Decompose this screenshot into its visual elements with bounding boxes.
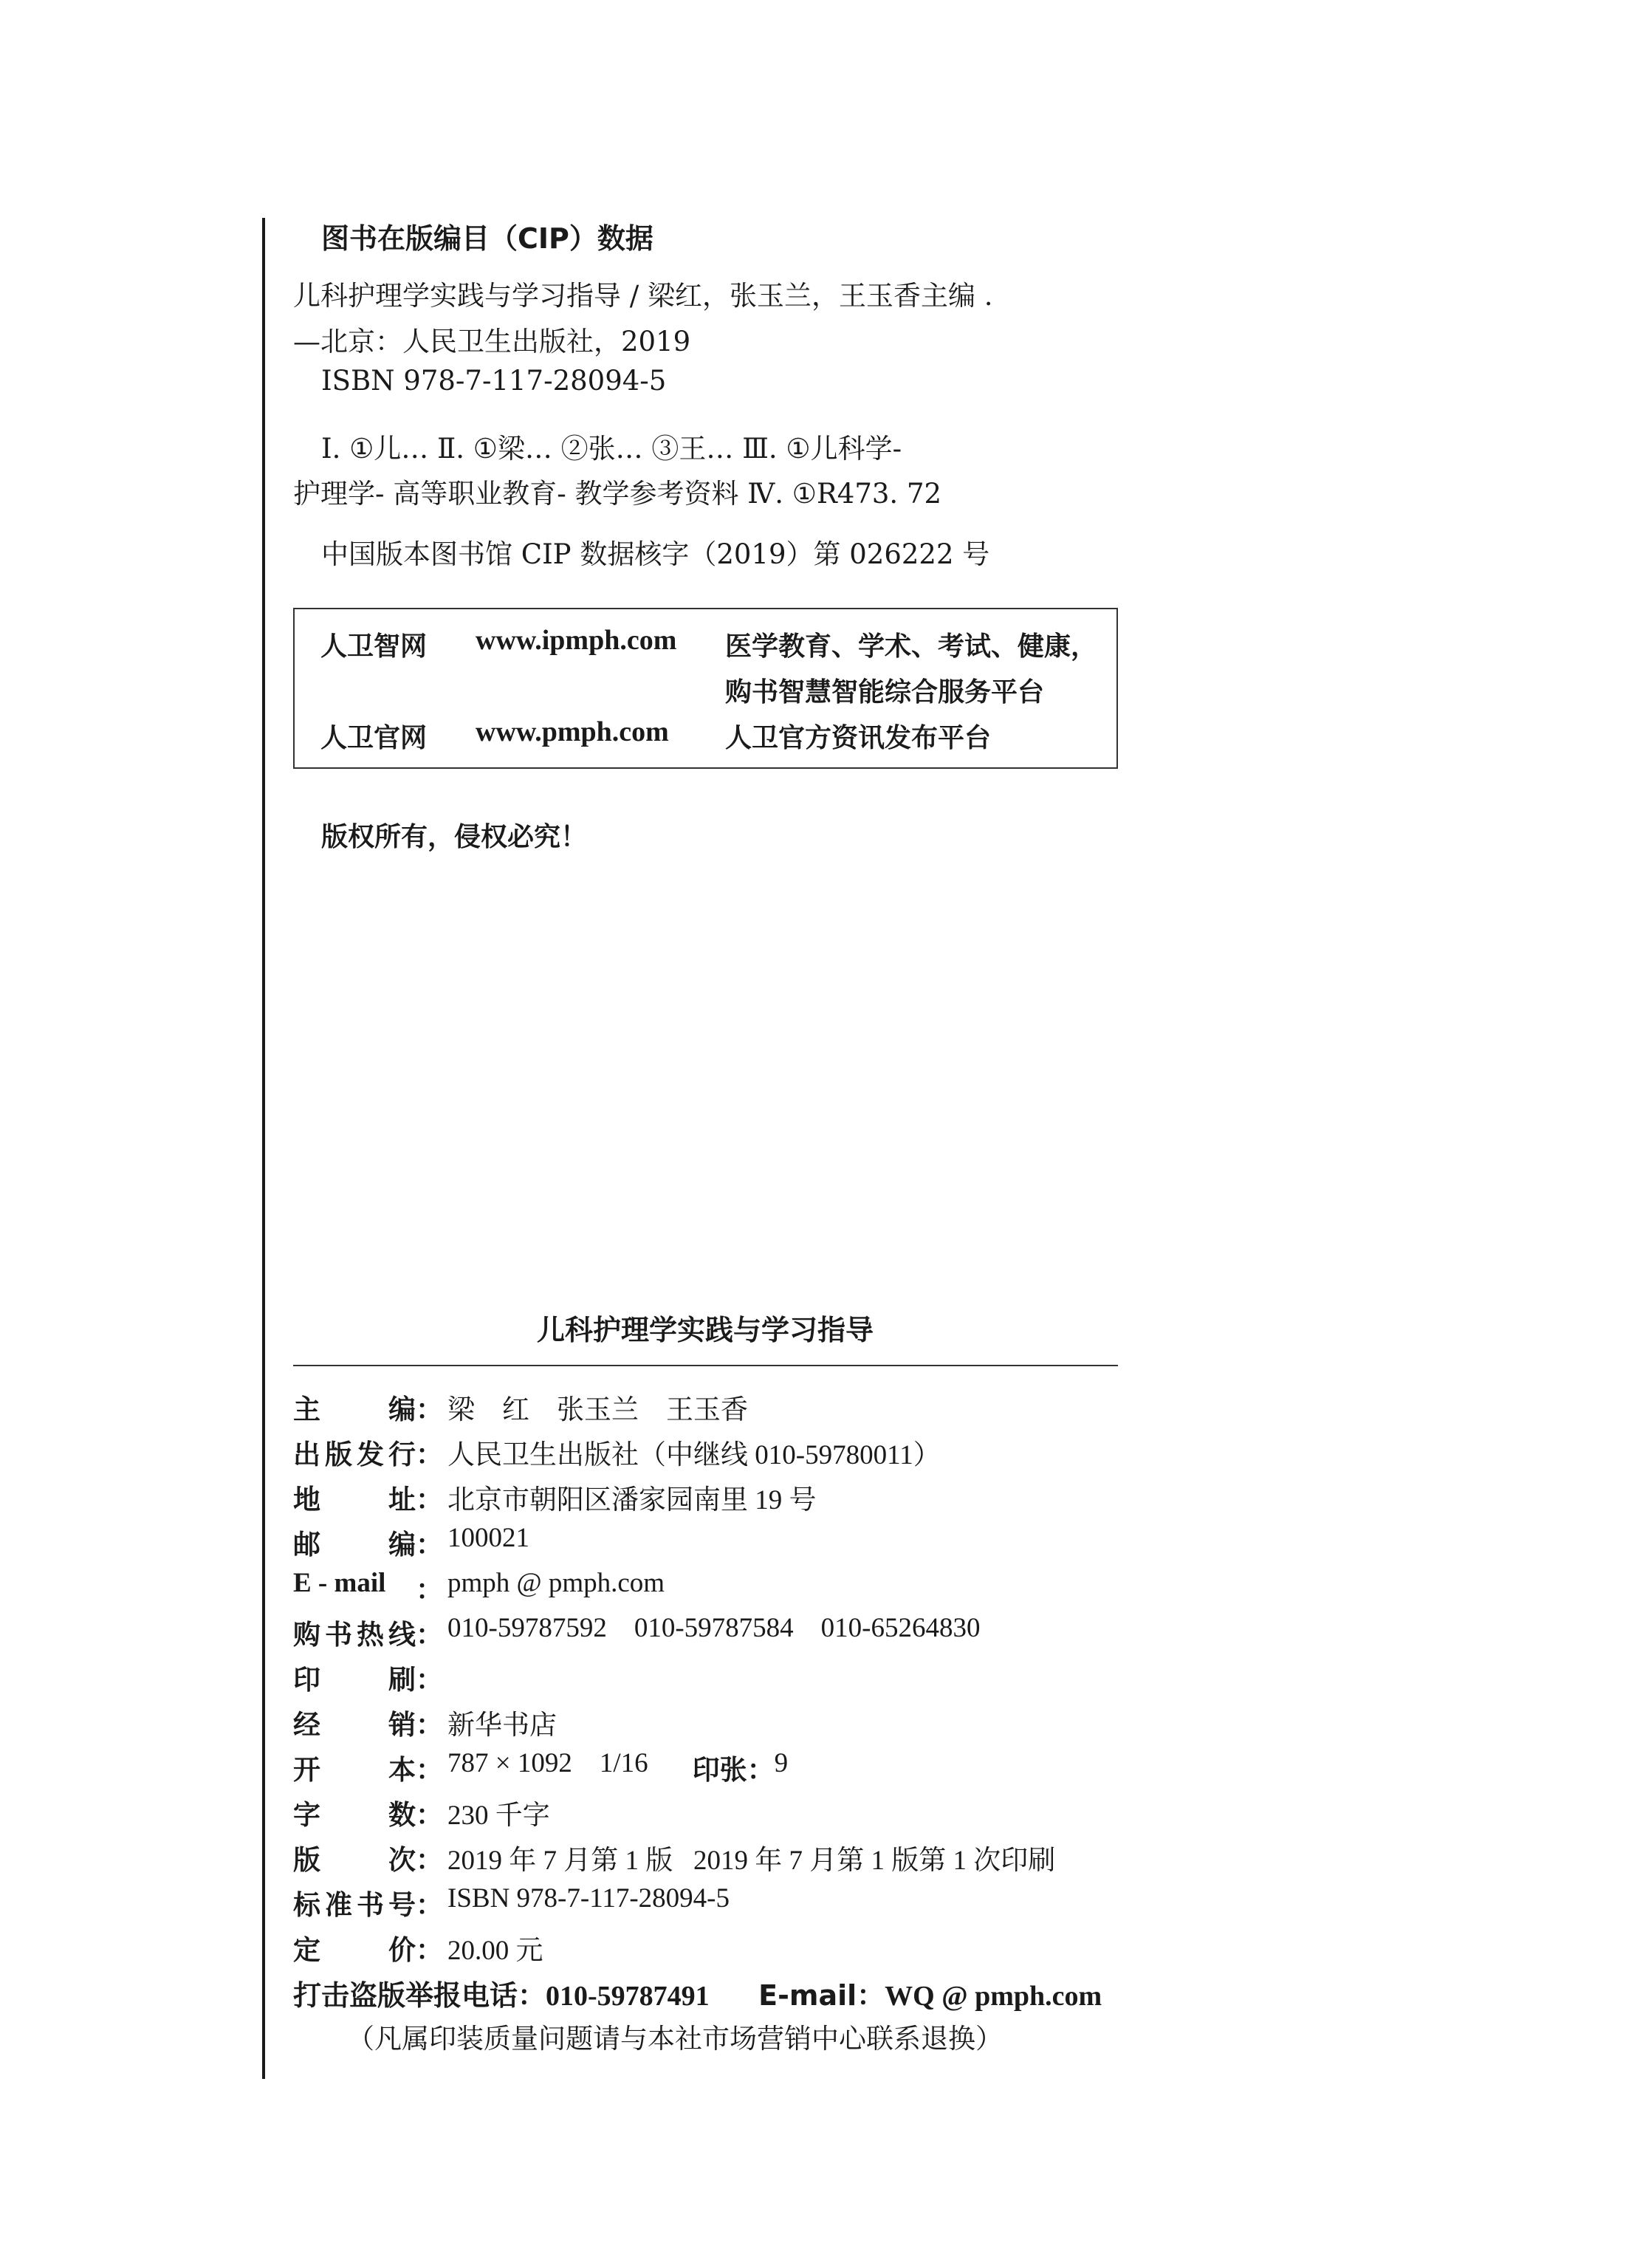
cip-title: 图书在版编目（CIP）数据: [321, 222, 653, 255]
book-title: 儿科护理学实践与学习指导: [536, 1314, 874, 1346]
report-email-label: E-mail：: [758, 1979, 885, 2012]
info-edition: 版 次 ： 2019 年 7 月第 1 版 2019 年 7 月第 1 版第 1 次印刷: [293, 1837, 1055, 1877]
info-editor: 主 编 ： 梁 红 张玉兰 王玉香: [293, 1387, 748, 1427]
site2-name: 人卫官网: [320, 723, 428, 753]
info-print: 印 刷 ：: [293, 1657, 447, 1697]
cip-line-3: ISBN 978-7-117-28094-5: [321, 365, 667, 397]
print-label: 印 刷: [293, 1664, 416, 1696]
cip-line-4: Ⅰ. ①儿… Ⅱ. ①梁… ②张… ③王… Ⅲ. ①儿科学-: [321, 433, 902, 465]
site1-desc: 医学教育、学术、考试、健康，: [725, 631, 1098, 662]
sheets-value: 9: [774, 1748, 789, 1778]
address-value: 北京市朝阳区潘家园南里 19 号: [447, 1485, 817, 1515]
address-label: 地 址: [293, 1484, 416, 1515]
info-isbn: 标 准 书 号 ： ISBN 978-7-117-28094-5: [293, 1883, 730, 1921]
isbn-label: 标 准 书 号: [293, 1889, 416, 1921]
email-label: E - mail: [293, 1568, 386, 1598]
return-note: （凡属印装质量问题请与本社市场营销中心联系退换）: [347, 2023, 1003, 2055]
price-label: 定 价: [293, 1934, 416, 1966]
info-publisher: 出 版 发 行 ： 人民卫生出版社（中继线 010-59780011）: [293, 1432, 941, 1472]
cip-line-5: 护理学- 高等职业教育- 教学参考资料 Ⅳ. ①R473. 72: [293, 478, 942, 510]
format-label: 开 本: [293, 1754, 416, 1786]
isbn-value: ISBN 978-7-117-28094-5: [447, 1883, 730, 1914]
report-email[interactable]: WQ @ pmph.com: [885, 1981, 1102, 2012]
site1-desc-2: 购书智慧智能综合服务平台: [725, 677, 1045, 708]
distributor-label: 经 销: [293, 1709, 416, 1741]
info-postcode: 邮 编 ： 100021: [293, 1523, 529, 1560]
margin-rule: [262, 218, 265, 2079]
email-value[interactable]: pmph @ pmph.com: [447, 1568, 665, 1598]
distributor-value: 新华书店: [447, 1710, 557, 1741]
site1-name: 人卫智网: [320, 631, 428, 662]
words-label: 字 数: [293, 1799, 416, 1831]
publisher-label: 出 版 发 行: [293, 1439, 416, 1470]
cip-line-1: 儿科护理学实践与学习指导 / 梁红，张玉兰，王玉香主编 .: [293, 280, 993, 312]
sheets-label: 印张：: [692, 1754, 775, 1786]
postcode-label: 邮 编: [293, 1529, 416, 1560]
price-value: 20.00 元: [447, 1936, 543, 1966]
info-words: 字 数 ： 230 千字: [293, 1792, 550, 1832]
report-phone: 010-59787491: [546, 1981, 710, 2012]
site2-desc: 人卫官方资讯发布平台: [725, 723, 992, 753]
site1-url[interactable]: www.ipmph.com: [476, 625, 677, 656]
website-box: [293, 608, 1118, 769]
edition-value: 2019 年 7 月第 1 版 2019 年 7 月第 1 版第 1 次印刷: [447, 1846, 1056, 1876]
cip-line-6: 中国版本图书馆 CIP 数据核字（2019）第 026222 号: [321, 538, 990, 570]
piracy-report-line: [293, 1973, 1102, 2013]
copyright-notice: 版权所有，侵权必究！: [321, 822, 588, 852]
info-distributor: 经 销 ： 新华书店: [293, 1702, 557, 1742]
publisher-value: 人民卫生出版社（中继线 010-59780011）: [447, 1440, 941, 1470]
info-format: 开 本 ： 787 × 1092 1/16 印张： 9: [293, 1748, 789, 1786]
site2-url[interactable]: www.pmph.com: [476, 716, 669, 747]
cip-line-2: —北京：人民卫生出版社，2019: [293, 326, 691, 357]
info-email: E - mail ： pmph @ pmph.com: [293, 1568, 665, 1606]
editor-value: 梁 红 张玉兰 王玉香: [447, 1395, 748, 1425]
report-label: 打击盗版举报电话：: [293, 1979, 546, 2012]
title-rule: [293, 1365, 1118, 1366]
hotline-label: 购 书 热 线: [293, 1619, 416, 1651]
words-value: 230 千字: [447, 1801, 550, 1831]
info-price: 定 价 ： 20.00 元: [293, 1928, 543, 1967]
format-value: 787 × 1092 1/16: [447, 1748, 648, 1778]
edition-label: 版 次: [293, 1844, 416, 1876]
info-address: 地 址 ： 北京市朝阳区潘家园南里 19 号: [293, 1477, 817, 1517]
info-hotline: 购 书 热 线 ： 010-59787592 010-59787584 010-65264830: [293, 1613, 981, 1651]
editor-label: 主 编: [293, 1394, 416, 1425]
hotline-value: 010-59787592 010-59787584 010-65264830: [447, 1613, 981, 1643]
postcode-value: 100021: [447, 1523, 529, 1553]
